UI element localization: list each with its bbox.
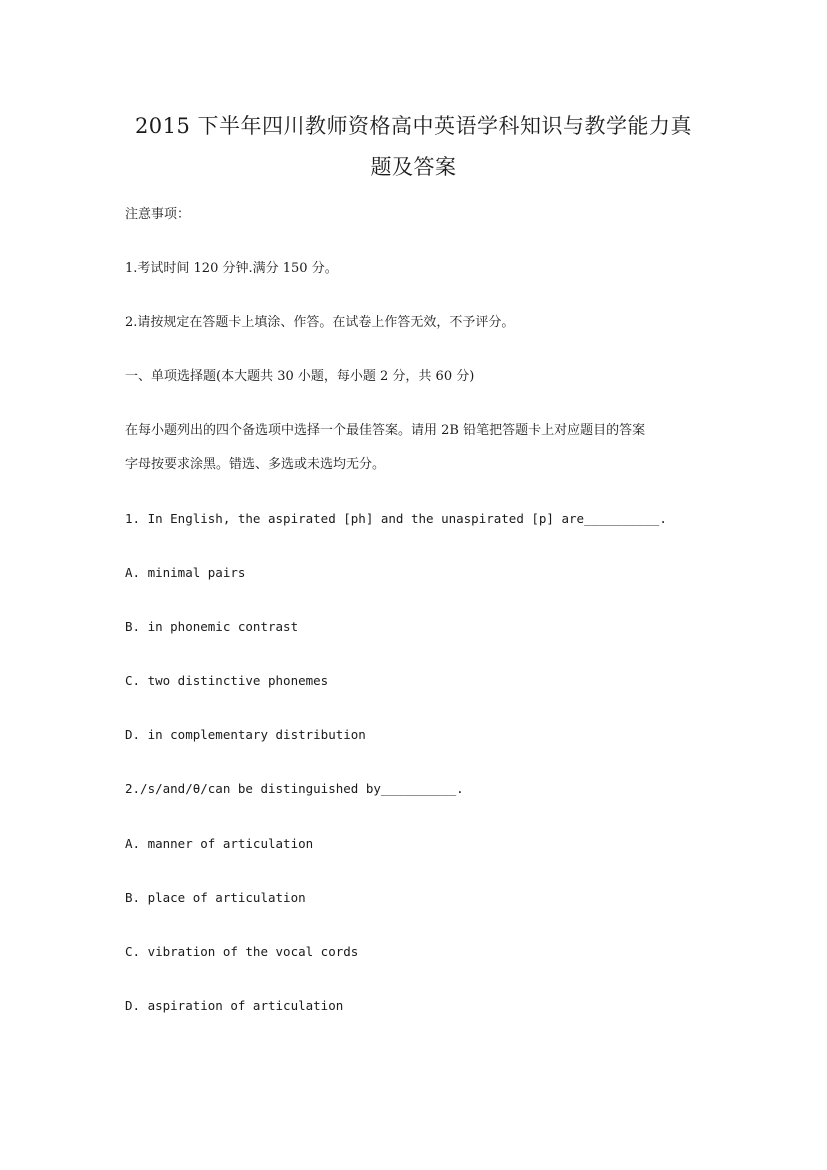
question-2-stem: 2./s/and/θ/can be distinguished by__________. bbox=[125, 781, 464, 796]
instructions-line-1: 在每小题列出的四个备选项中选择一个最佳答案。请用 2B 铅笔把答题卡上对应题目的答案 bbox=[125, 423, 646, 438]
notice-item-2: 2.请按规定在答题卡上填涂、作答。在试卷上作答无效，不予评分。 bbox=[125, 315, 515, 330]
question-1-option-d: D. in complementary distribution bbox=[125, 727, 366, 742]
question-2-option-c: C. vibration of the vocal cords bbox=[125, 944, 359, 959]
question-1-option-a: A. minimal pairs bbox=[125, 565, 246, 580]
question-2-option-a: A. manner of articulation bbox=[125, 836, 314, 851]
document-title-line-2: 题及答案 bbox=[370, 155, 457, 179]
question-1-option-c: C. two distinctive phonemes bbox=[125, 673, 329, 688]
notice-heading: 注意事项： bbox=[125, 207, 191, 222]
notice-item-1: 1.考试时间 120 分钟.满分 150 分。 bbox=[125, 261, 338, 276]
question-1-stem: 1. In English, the aspirated [ph] and the unaspirated [p] are__________. bbox=[125, 511, 667, 526]
question-2-option-d: D. aspiration of articulation bbox=[125, 998, 344, 1013]
question-1-option-b: B. in phonemic contrast bbox=[125, 619, 299, 634]
section-heading: 一、单项选择题(本大题共 30 小题，每小题 2 分，共 60 分) bbox=[125, 369, 475, 384]
instructions-line-2: 字母按要求涂黑。错选、多选或未选均无分。 bbox=[125, 457, 386, 472]
question-2-option-b: B. place of articulation bbox=[125, 890, 306, 905]
document-title-line-1: 2015 下半年四川教师资格高中英语学科知识与教学能力真 bbox=[134, 114, 693, 138]
